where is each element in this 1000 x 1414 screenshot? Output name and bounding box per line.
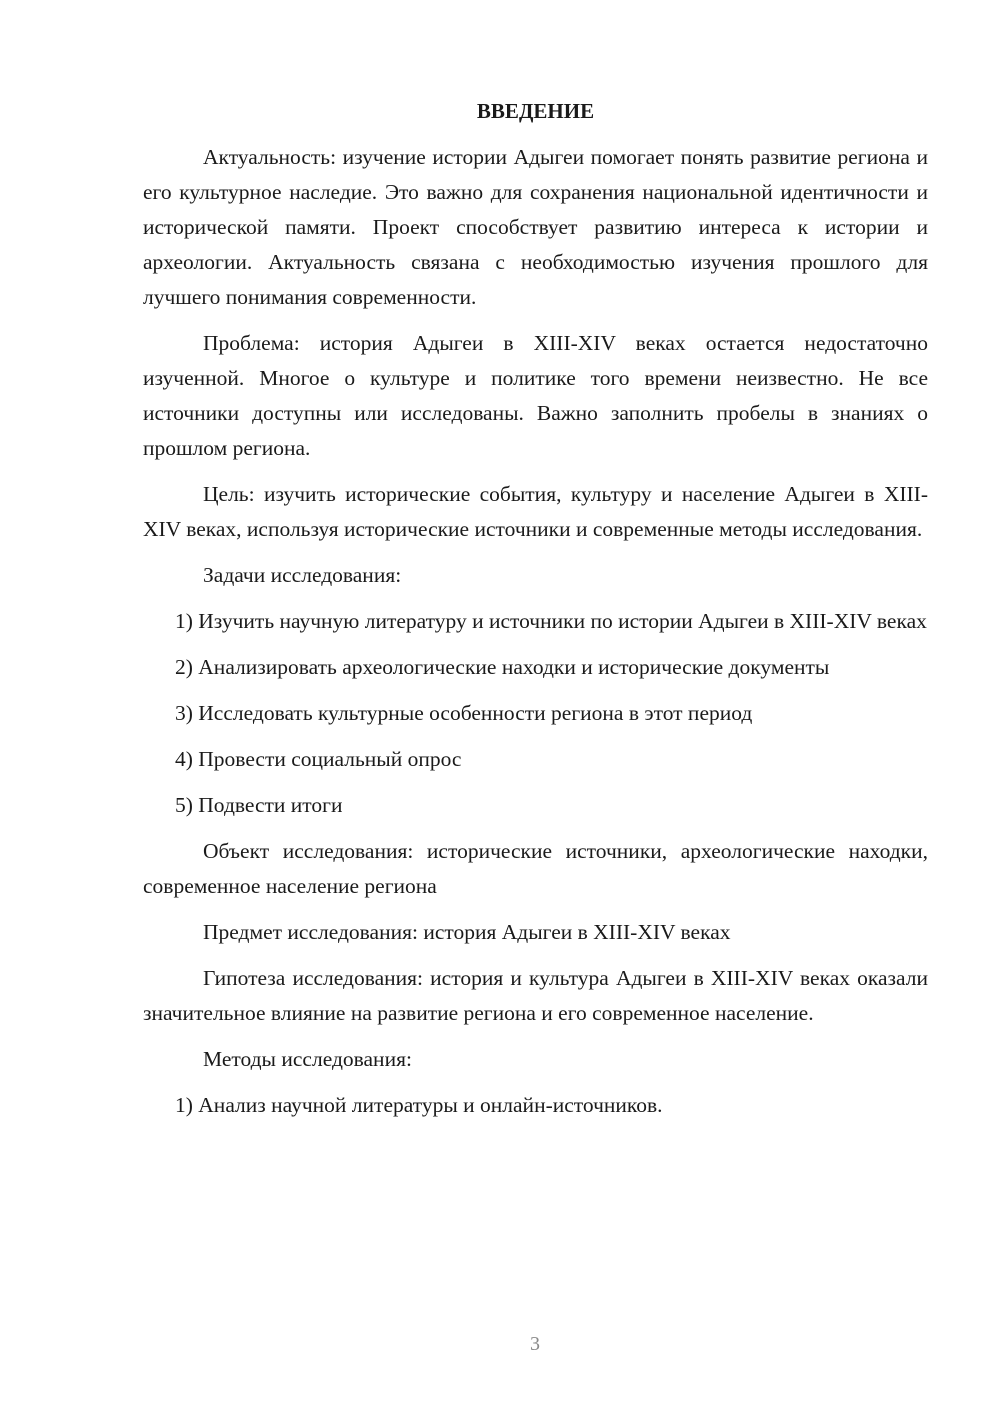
task-item-3: 3) Исследовать культурные особенности региона в этот период xyxy=(175,701,753,725)
methods-heading: Методы исследования: xyxy=(203,1047,412,1071)
task-item-1: 1) Изучить научную литературу и источники по истории Адыгеи в XIII-XIV веках xyxy=(175,609,927,633)
task-item-5: 5) Подвести итоги xyxy=(175,793,343,817)
section-title: ВВЕДЕНИЕ xyxy=(476,99,595,123)
task-item-4: 4) Провести социальный опрос xyxy=(175,747,462,771)
problem-paragraph: Проблема: история Адыгеи в XIII-XIV веках остается недостаточно изученной. Многое о культуре и политике того времени неизвестно. Не все источники доступны или исследованы. Важно заполнить пробелы в знаниях о прошлом региона. xyxy=(143,331,928,460)
page-number: 3 xyxy=(530,1333,540,1355)
tasks-heading: Задачи исследования: xyxy=(203,563,402,587)
goal-paragraph: Цель: изучить исторические события, культуру и население Адыгеи в XIII-XIV веках, используя исторические источники и современные методы исследования. xyxy=(143,482,928,541)
page-content xyxy=(143,96,928,1134)
subject-paragraph: Предмет исследования: история Адыгеи в XIII-XIV веках xyxy=(203,920,731,944)
method-item-1: 1) Анализ научной литературы и онлайн-источников. xyxy=(175,1093,663,1117)
task-item-2: 2) Анализировать археологические находки и исторические документы xyxy=(175,655,830,679)
hypothesis-paragraph: Гипотеза исследования: история и культура Адыгеи в XIII-XIV веках оказали значительное влияние на развитие региона и его современное население. xyxy=(143,966,928,1025)
object-paragraph: Объект исследования: исторические источники, археологические находки, современное население региона xyxy=(143,839,928,898)
relevance-paragraph: Актуальность: изучение истории Адыгеи помогает понять развитие региона и его культурное наследие. Это важно для сохранения национальной идентичности и исторической памяти. Проект способствует развитию интереса к истории и археологии. Актуальность связана с необходимостью изучения прошлого для лучшего понимания современности. xyxy=(143,145,928,309)
